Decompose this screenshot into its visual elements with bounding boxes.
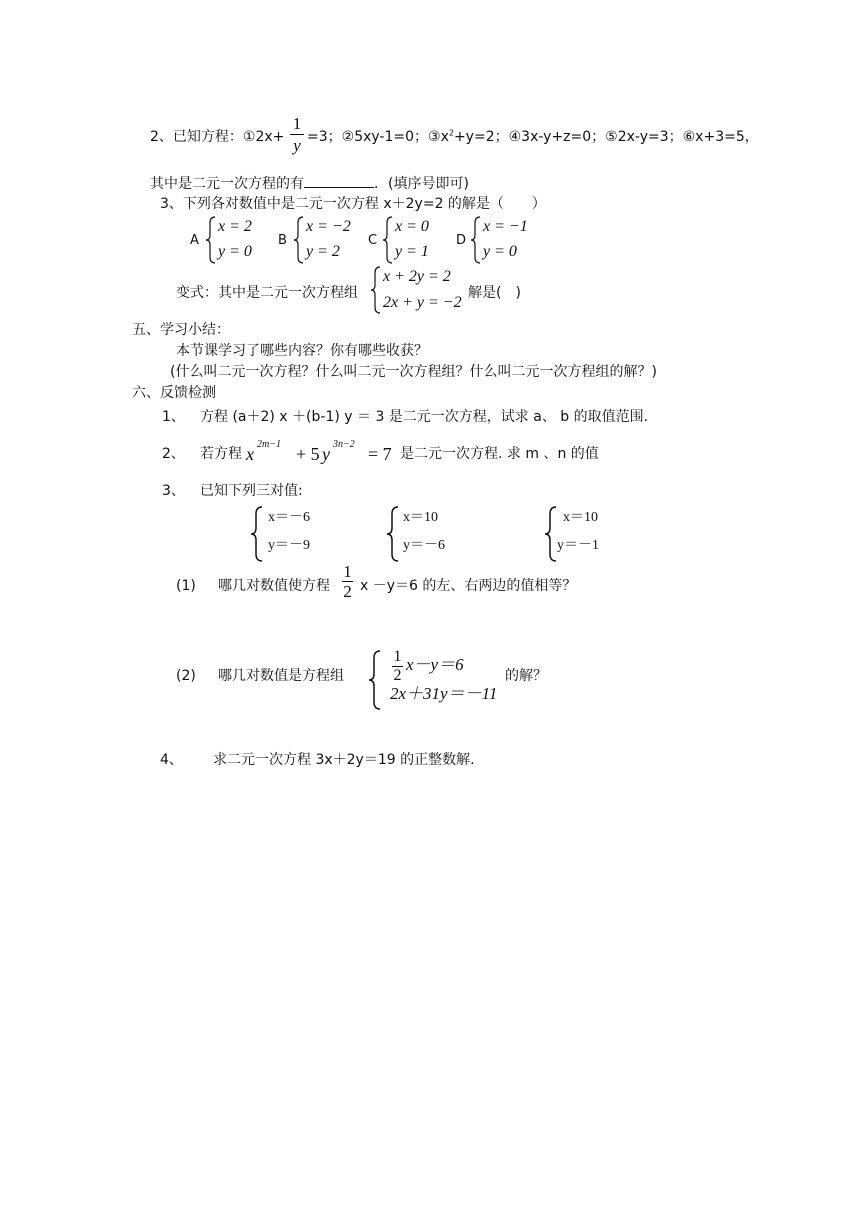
- q2-prefix: 2、已知方程：①2x+: [150, 129, 285, 145]
- option-c-label: C: [368, 233, 378, 248]
- option-b-eq2: y = 2: [306, 243, 340, 260]
- option-a-eq2: y = 0: [218, 243, 252, 260]
- problem-2-post: 是二元一次方程. 求 m 、n 的值: [400, 446, 599, 462]
- option-d-brace: [470, 216, 482, 264]
- variant-eq2: 2x + y = −2: [383, 294, 462, 311]
- variant-prefix: 变式：其中是二元一次方程组: [176, 285, 358, 301]
- problem-2-x: x: [246, 444, 254, 464]
- sub-2-frac-num: 1: [393, 648, 402, 665]
- problem-3-number: 3、: [162, 483, 185, 499]
- q2-after-frac: [307, 129, 759, 146]
- q2-superscript: 2: [448, 128, 454, 138]
- q3-text: 3、下列各对数值中是二元一次方程 x＋2y=2 的解是（ ）: [160, 196, 546, 212]
- q2-line2-suffix: ．(填序号即可): [374, 176, 469, 192]
- sub-1-frac-den: 2: [343, 582, 352, 601]
- variant-eq1: x + 2y = 2: [383, 268, 451, 285]
- pair-3-x: x＝10: [563, 510, 598, 525]
- pair-3-y: y＝－1: [557, 538, 599, 553]
- option-a-eq1: x = 2: [218, 218, 252, 235]
- q2-fraction: [290, 114, 304, 157]
- option-a-label: A: [190, 233, 199, 248]
- sub-1-frac-num: 1: [343, 562, 352, 581]
- problem-4-text: 求二元一次方程 3x＋2y＝19 的正整数解.: [213, 752, 475, 768]
- problem-3-text: 已知下列三对值:: [200, 483, 303, 499]
- option-d-label: D: [456, 233, 467, 248]
- variant-suffix: 解是( ): [468, 285, 521, 301]
- problem-2-number: 2、: [162, 446, 185, 462]
- option-b-eq1: x = −2: [306, 218, 351, 235]
- problem-2-plus: + 5: [296, 444, 320, 464]
- problem-4-number: 4、: [160, 752, 183, 768]
- q2-after-frac-text: =3；②5xy-1=0；③x: [307, 129, 449, 145]
- pair-2-x: x＝10: [403, 510, 438, 525]
- option-c-eq2: y = 1: [395, 243, 429, 260]
- problem-1-text: 方程 (a＋2) x ＋(b-1) y ＝ 3 是二元一次方程，试求 a、 b 的取值范围.: [200, 409, 649, 425]
- sub-2-post: 的解？: [505, 668, 547, 684]
- pair-2-brace: [386, 506, 400, 562]
- q2-frac-den: y: [290, 134, 304, 157]
- pair-2-y: y＝－6: [403, 538, 445, 553]
- pair-3-brace: [544, 506, 558, 562]
- section-5-line2: (什么叫二元一次方程？什么叫二元一次方程组？什么叫二元一次方程组的解？): [170, 364, 657, 380]
- pair-1-brace: [250, 506, 264, 562]
- option-a-brace: [205, 216, 217, 264]
- sub-1-fraction: [342, 562, 353, 602]
- section-5-heading: 五、学习小结：: [132, 322, 230, 338]
- problem-2-y: y: [322, 444, 330, 464]
- problem-2-y-exponent: 3n−2: [333, 439, 355, 450]
- sub-2-frac-den: 2: [393, 667, 402, 684]
- sub-2-eq2: 2x＋31y＝－11: [390, 684, 498, 703]
- pair-1-x: x＝－6: [268, 510, 310, 525]
- sub-2-number: (2): [176, 668, 196, 684]
- option-c-eq1: x = 0: [395, 218, 429, 235]
- option-c-brace: [382, 216, 394, 264]
- answer-blank[interactable]: [304, 175, 374, 188]
- section-6-heading: 六、反馈检测: [132, 385, 216, 401]
- q2-line2: [150, 175, 469, 193]
- sub-1-post: x －y＝6 的左、右两边的值相等？: [360, 578, 577, 594]
- option-d-eq1: x = −1: [483, 218, 528, 235]
- problem-2-equals: = 7: [368, 444, 392, 464]
- section-5-line1: 本节课学习了哪些内容？你有哪些收获？: [176, 343, 428, 359]
- option-d-eq2: y = 0: [483, 243, 517, 260]
- sub-2-fraction: [392, 648, 403, 685]
- q2-frac-num: 1: [292, 114, 302, 133]
- option-b-brace: [293, 216, 305, 264]
- sub-1-pre: 哪几对数值使方程: [218, 578, 330, 594]
- option-b-label: B: [278, 233, 287, 248]
- variant-brace: [370, 266, 382, 314]
- q2-rest: +y=2；④3x-y+z=0；⑤2x-y=3；⑥x+3=5，: [453, 129, 759, 145]
- sub-2-eq1: x－y＝6: [406, 655, 464, 674]
- q2-line2-text: 其中是二元一次方程的有: [150, 176, 304, 192]
- sub-2-brace: [368, 650, 382, 710]
- problem-2-x-exponent: 2m−1: [257, 439, 281, 450]
- pair-1-y: y＝－9: [268, 538, 310, 553]
- sub-2-pre: 哪几对数值是方程组: [218, 668, 344, 684]
- problem-2-pre: 若方程: [200, 446, 242, 462]
- problem-1-number: 1、: [162, 409, 185, 425]
- sub-1-number: (1): [176, 578, 196, 594]
